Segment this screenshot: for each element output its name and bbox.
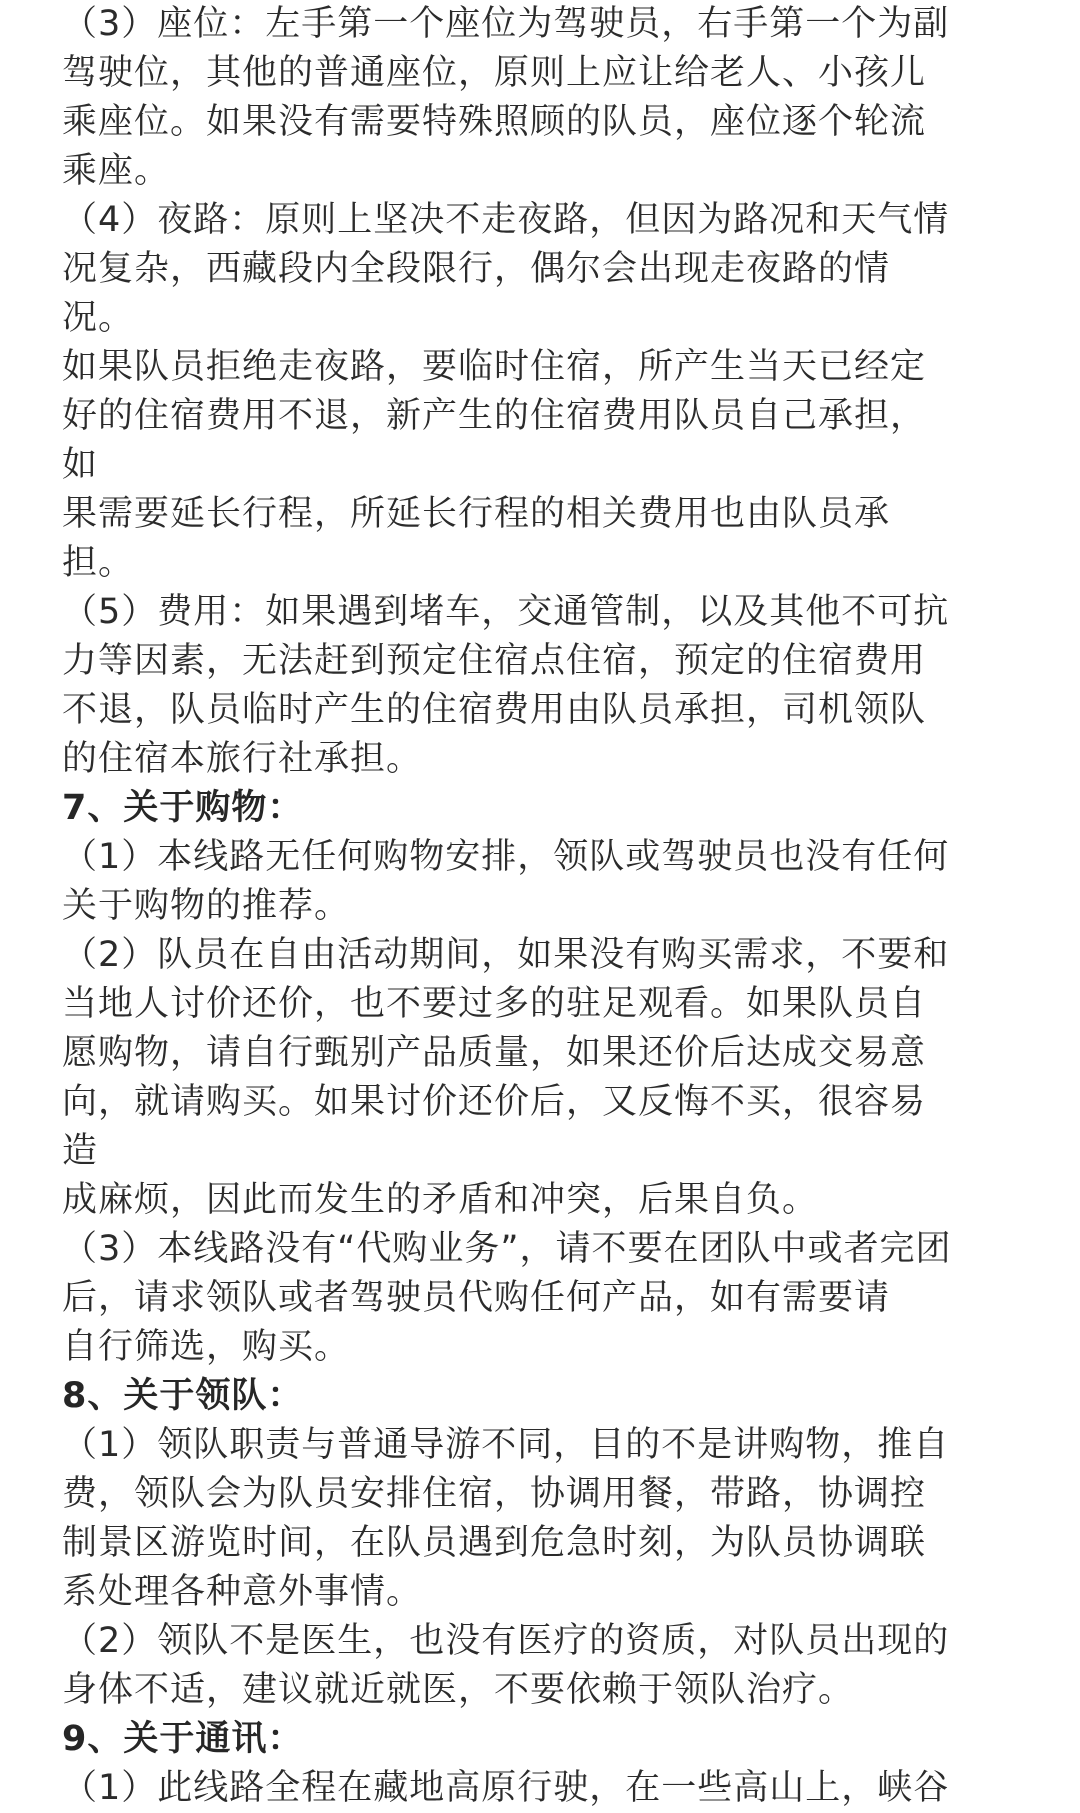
text-line: 成麻烦，因此而发生的矛盾和冲突，后果自负。 [62,1180,819,1220]
text-line: 乘座。 [62,151,171,191]
text-line: 愿购物，请自行甄别产品质量，如果还价后达成交易意 [62,1033,927,1073]
text-line: （1）本线路无任何购物安排，领队或驾驶员也没有任何 [62,837,950,877]
text-line: 制景区游览时间，在队员遇到危急时刻，为队员协调联 [62,1523,927,1563]
text-line: 如果队员拒绝走夜路，要临时住宿，所产生当天已经定 [62,347,927,387]
text-line: （3）本线路没有“代购业务”，请不要在团队中或者完团 [62,1229,952,1269]
text-line: 造 [62,1131,99,1171]
text-line: 后，请求领队或者驾驶员代购任何产品，如有需要请 [62,1278,891,1318]
section-heading-shopping: 7、关于购物： [62,788,304,828]
text-line: 况。 [62,298,135,338]
text-line: （1）此线路全程在藏地高原行驶，在一些高山上，峡谷 [62,1768,950,1808]
text-line: 身体不适，建议就近就医，不要依赖于领队治疗。 [62,1670,855,1710]
text-line: 当地人讨价还价，也不要过多的驻足观看。如果队员自 [62,984,927,1024]
text-line: 向，就请购买。如果讨价还价后，又反悔不买，很容易 [62,1082,927,1122]
section-heading-tour-leader: 8、关于领队： [62,1376,304,1416]
text-line: （2）领队不是医生，也没有医疗的资质，对队员出现的 [62,1621,950,1661]
text-line: 好的住宿费用不退，新产生的住宿费用队员自己承担， [62,396,927,436]
text-line: （3）座位：左手第一个座位为驾驶员，右手第一个为副 [62,4,950,44]
text-line: 乘座位。如果没有需要特殊照顾的队员，座位逐个轮流 [62,102,927,142]
text-line: （5）费用：如果遇到堵车，交通管制，以及其他不可抗 [62,592,950,632]
document-body [62,0,1042,1813]
text-line: 驾驶位，其他的普通座位，原则上应让给老人、小孩儿 [62,53,927,93]
text-line: 费，领队会为队员安排住宿，协调用餐，带路，协调控 [62,1474,927,1514]
text-line: 况复杂，西藏段内全段限行，偶尔会出现走夜路的情 [62,249,891,289]
text-line: 自行筛选，购买。 [62,1327,351,1367]
section-heading-communication: 9、关于通讯： [62,1719,304,1759]
text-line: 果需要延长行程，所延长行程的相关费用也由队员承 [62,494,891,534]
text-line: （4）夜路：原则上坚决不走夜路，但因为路况和天气情 [62,200,950,240]
text-line: 不退，队员临时产生的住宿费用由队员承担，司机领队 [62,690,927,730]
text-line: 如 [62,445,99,485]
text-line: （1）领队职责与普通导游不同，目的不是讲购物，推自 [62,1425,950,1465]
text-line: （2）队员在自由活动期间，如果没有购买需求，不要和 [62,935,950,975]
text-line: 担。 [62,543,135,583]
text-line: 系处理各种意外事情。 [62,1572,423,1612]
text-line: 力等因素，无法赶到预定住宿点住宿，预定的住宿费用 [62,641,927,681]
text-line: 的住宿本旅行社承担。 [62,739,423,779]
text-line: 关于购物的推荐。 [62,886,351,926]
